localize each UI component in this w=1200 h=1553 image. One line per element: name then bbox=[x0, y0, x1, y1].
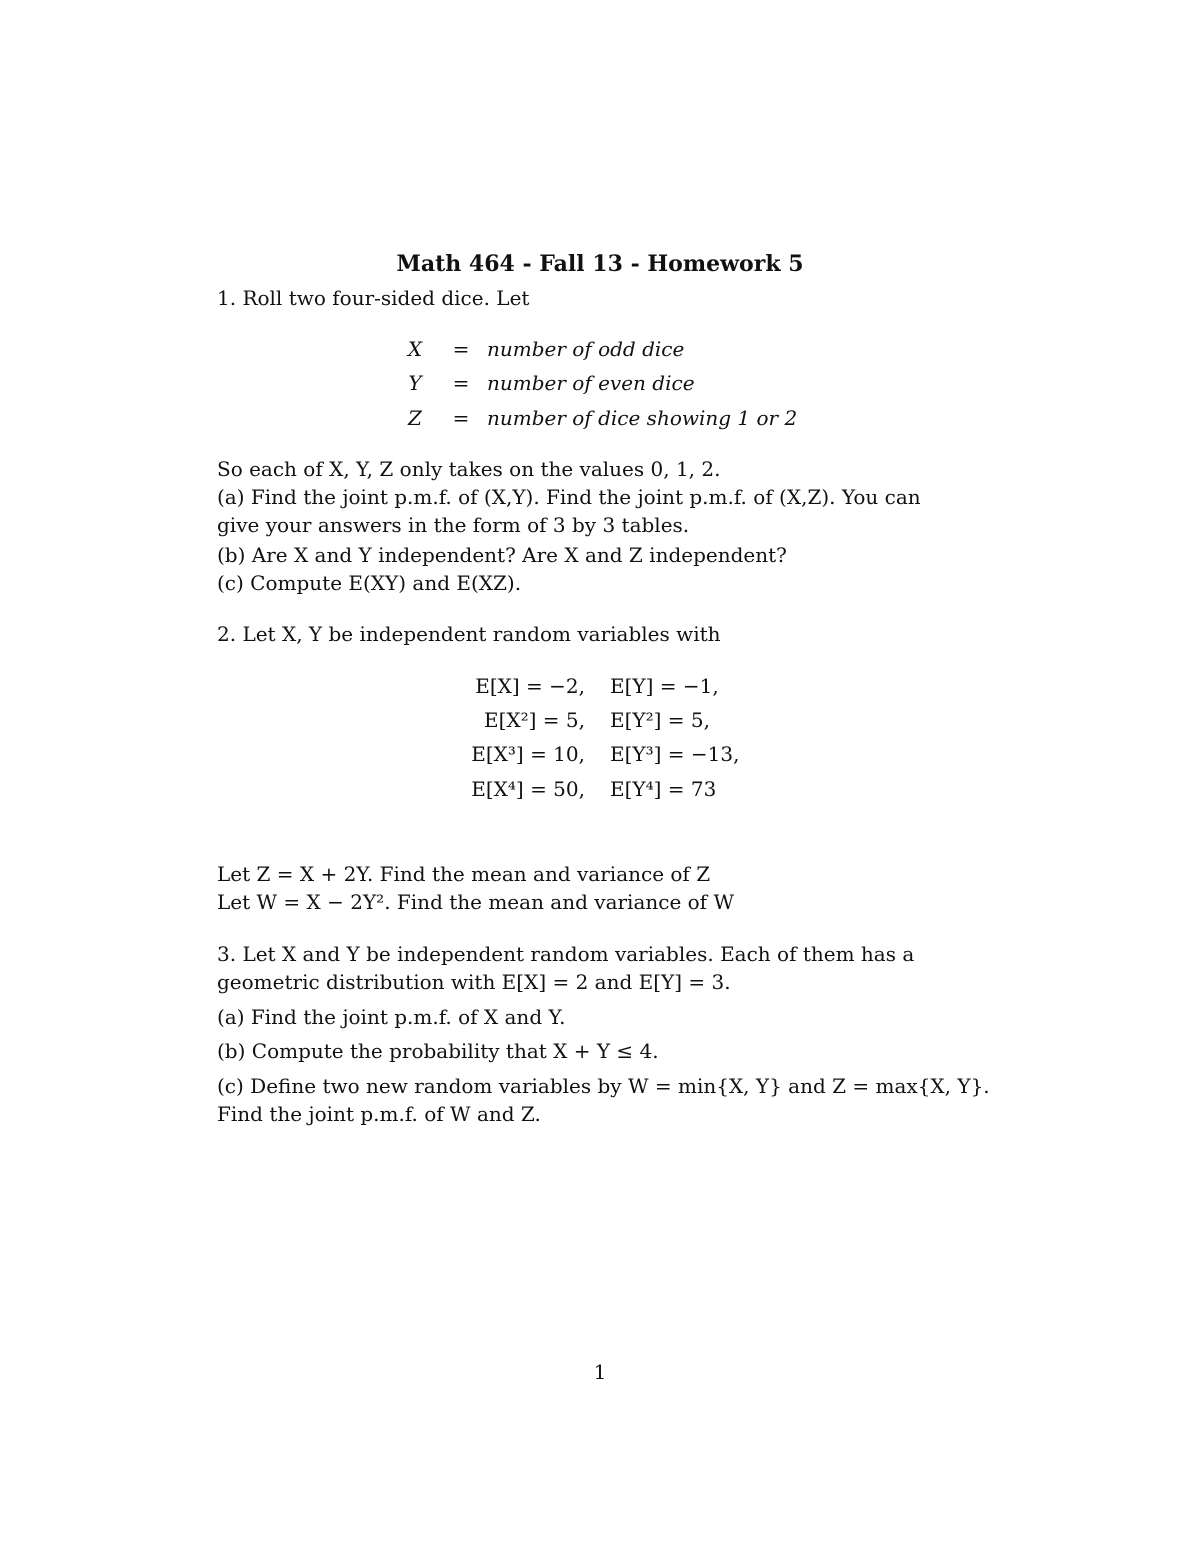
definition-equals: = bbox=[452, 406, 470, 430]
problem-2-z-line: Let Z = X + 2Y. Find the mean and variance of Z bbox=[217, 862, 711, 886]
definition-equals: = bbox=[452, 337, 470, 361]
definition-text: number of dice showing 1 or 2 bbox=[487, 406, 798, 430]
moment-x-4: E[X⁴] = 50, bbox=[471, 777, 585, 801]
definition-text: number of odd dice bbox=[487, 337, 685, 361]
definition-row-z bbox=[395, 404, 797, 432]
problem-1-values-line: So each of X, Y, Z only takes on the values 0, 1, 2. bbox=[217, 457, 721, 481]
problem-3-part-c-line-2: Find the joint p.m.f. of W and Z. bbox=[217, 1102, 541, 1126]
problem-1-part-a-line-1: (a) Find the joint p.m.f. of (X,Y). Find the joint p.m.f. of (X,Z). You can bbox=[217, 485, 921, 509]
moment-y-1: E[Y] = −1, bbox=[610, 674, 719, 698]
page-title: Math 464 - Fall 13 - Homework 5 bbox=[396, 251, 804, 277]
moment-x-1: E[X] = −2, bbox=[475, 674, 585, 698]
problem-3-part-b: (b) Compute the probability that X + Y ≤ 4. bbox=[217, 1039, 659, 1063]
problem-3-part-a: (a) Find the joint p.m.f. of X and Y. bbox=[217, 1005, 566, 1029]
problem-1-intro: 1. Roll two four-sided dice. Let bbox=[217, 286, 530, 310]
problem-1-part-c: (c) Compute E(XY) and E(XZ). bbox=[217, 571, 522, 595]
problem-2-w-line: Let W = X − 2Y². Find the mean and variance of W bbox=[217, 890, 735, 914]
problem-2-intro: 2. Let X, Y be independent random variables with bbox=[217, 622, 721, 646]
definition-equals: = bbox=[452, 371, 470, 395]
moment-x-3: E[X³] = 10, bbox=[471, 742, 585, 766]
problem-1-part-b: (b) Are X and Y independent? Are X and Z independent? bbox=[217, 543, 787, 567]
moment-y-2: E[Y²] = 5, bbox=[610, 708, 710, 732]
problem-3-part-c-line-1: (c) Define two new random variables by W = min{X, Y} and Z = max{X, Y}. bbox=[217, 1074, 990, 1098]
definition-text: number of even dice bbox=[487, 371, 695, 395]
definition-variable: Z bbox=[408, 406, 422, 430]
definition-row-y bbox=[395, 369, 695, 397]
problem-3-intro-line-2: geometric distribution with E[X] = 2 and E[Y] = 3. bbox=[217, 970, 731, 994]
problem-1-part-a-line-2: give your answers in the form of 3 by 3 tables. bbox=[217, 513, 690, 537]
definition-variable: Y bbox=[408, 371, 422, 395]
problem-3-intro-line-1: 3. Let X and Y be independent random variables. Each of them has a bbox=[217, 942, 915, 966]
definition-variable: X bbox=[407, 337, 423, 361]
definition-row-x bbox=[395, 335, 684, 363]
moment-y-4: E[Y⁴] = 73 bbox=[610, 777, 717, 801]
moment-x-2: E[X²] = 5, bbox=[483, 708, 585, 732]
page-number: 1 bbox=[593, 1360, 607, 1384]
moment-y-3: E[Y³] = −13, bbox=[610, 742, 740, 766]
